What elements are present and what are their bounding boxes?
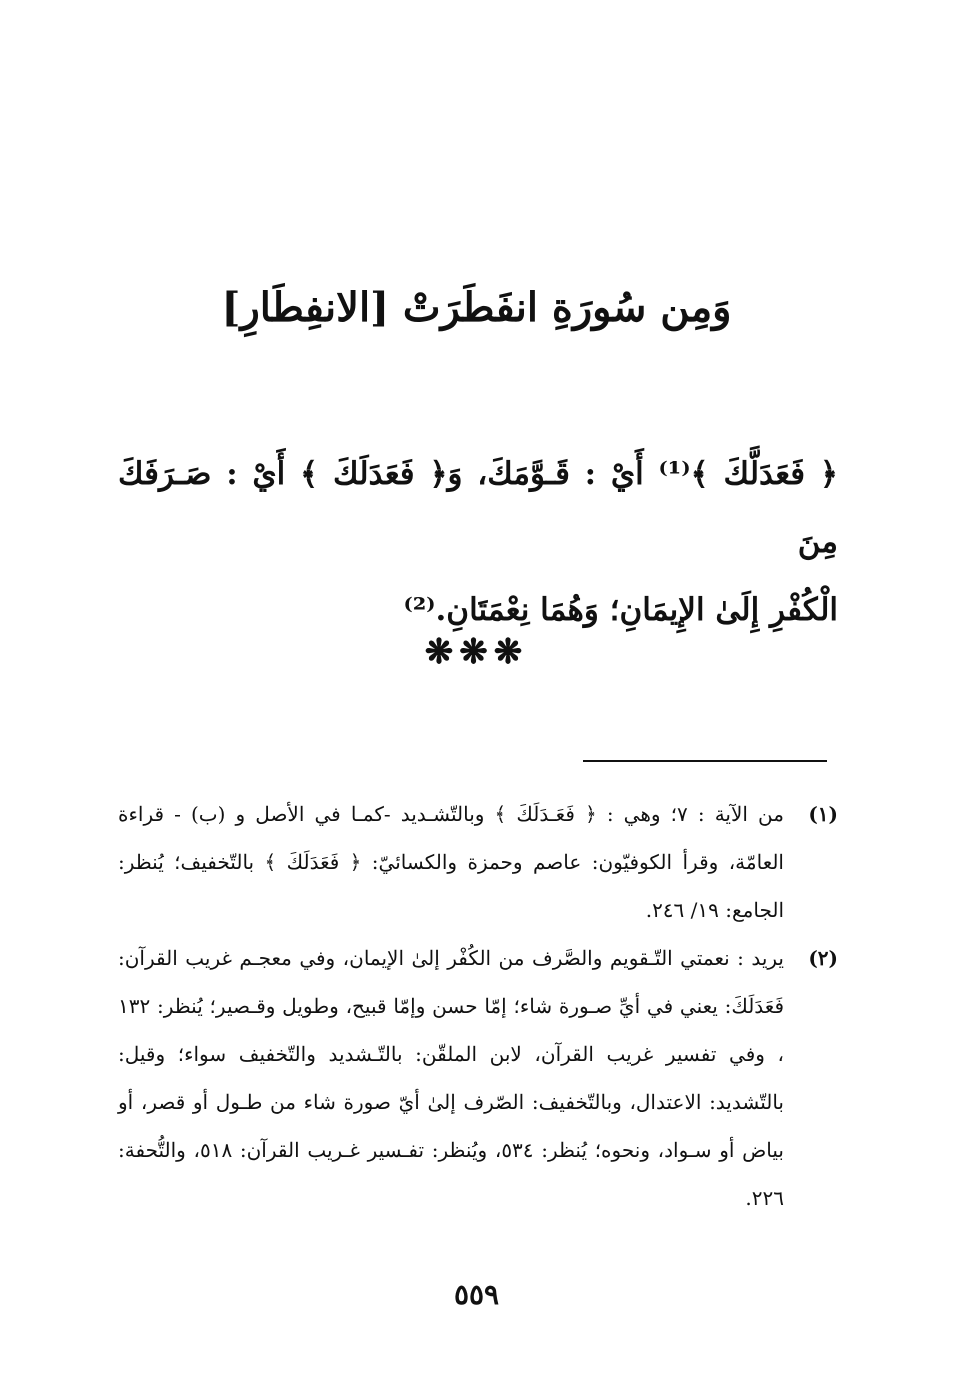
footnote-number: (٢) bbox=[808, 946, 838, 970]
footnote-1 bbox=[118, 790, 838, 934]
main-text-line-2: الْكُفْرِ إِلَىٰ الإِيمَانِ؛ وَهُمَا نِعْمَتَانِ.⁽²⁾ bbox=[403, 592, 838, 628]
surah-title: وَمِن سُورَةِ انفَطَرَتْ [الانفِطَارِ] bbox=[221, 284, 732, 331]
footnote-number: (١) bbox=[808, 802, 838, 826]
footnote-2 bbox=[118, 934, 838, 1222]
page-number: ٥٥٩ bbox=[453, 1278, 500, 1311]
section-separator: ❋❋❋ bbox=[424, 632, 529, 672]
footnote-divider bbox=[583, 760, 827, 762]
main-text bbox=[118, 440, 838, 644]
footnote-text: يريد : نعمتي التّـقويم والصَّرف من الكُفْر إلىٰ الإيمان، وفي معجـم غريب القرآن: فَعَدَلَكَ: يعني في أيِّ صـورة شاء؛ إمّا حسن وإمّا قبيح، وطويل وقـصير؛ يُنظر: ١٣٢ ، وفي تفسير غريب القرآن، لابن الملقّن: بالتّـشديد والتّخفيف سواء؛ وقيل: بالتّشديد: الاعتدال، وبالتّخفيف: الصّرف إلىٰ أيّ صورة شاء من طـول أو قصر، أو بياض أو سـواد، ونحوه؛ يُنظر: ٥٣٤، ويُنظر: تفـسير غـريب القرآن: ٥١٨، والتُّحفة: ٢٢٦. bbox=[118, 946, 784, 1210]
main-text-line-1: ﴿ فَعَدَلَّكَ ﴾⁽¹⁾ أَيْ : قَـوَّمَكَ، وَ﴿ فَعَدَلَكَ ﴾ أَيْ : صَـرَفَكَ مِنَ bbox=[118, 456, 839, 560]
footnote-text: من الآية : ٧؛ وهي : ﴿ فَعَـدَلَكَ ﴾ وبالتّشـديد -كمـا في الأصل و (ب) - قراءة العامّة، وقرأ الكوفيّون: عاصم وحمزة والكسائيّ: ﴿ فَعَدَلَكَ ﴾ بالتّخفيف؛ يُنظر: الجامع: ١٩/ ٢٤٦. bbox=[118, 802, 784, 922]
footnotes bbox=[118, 790, 838, 1222]
